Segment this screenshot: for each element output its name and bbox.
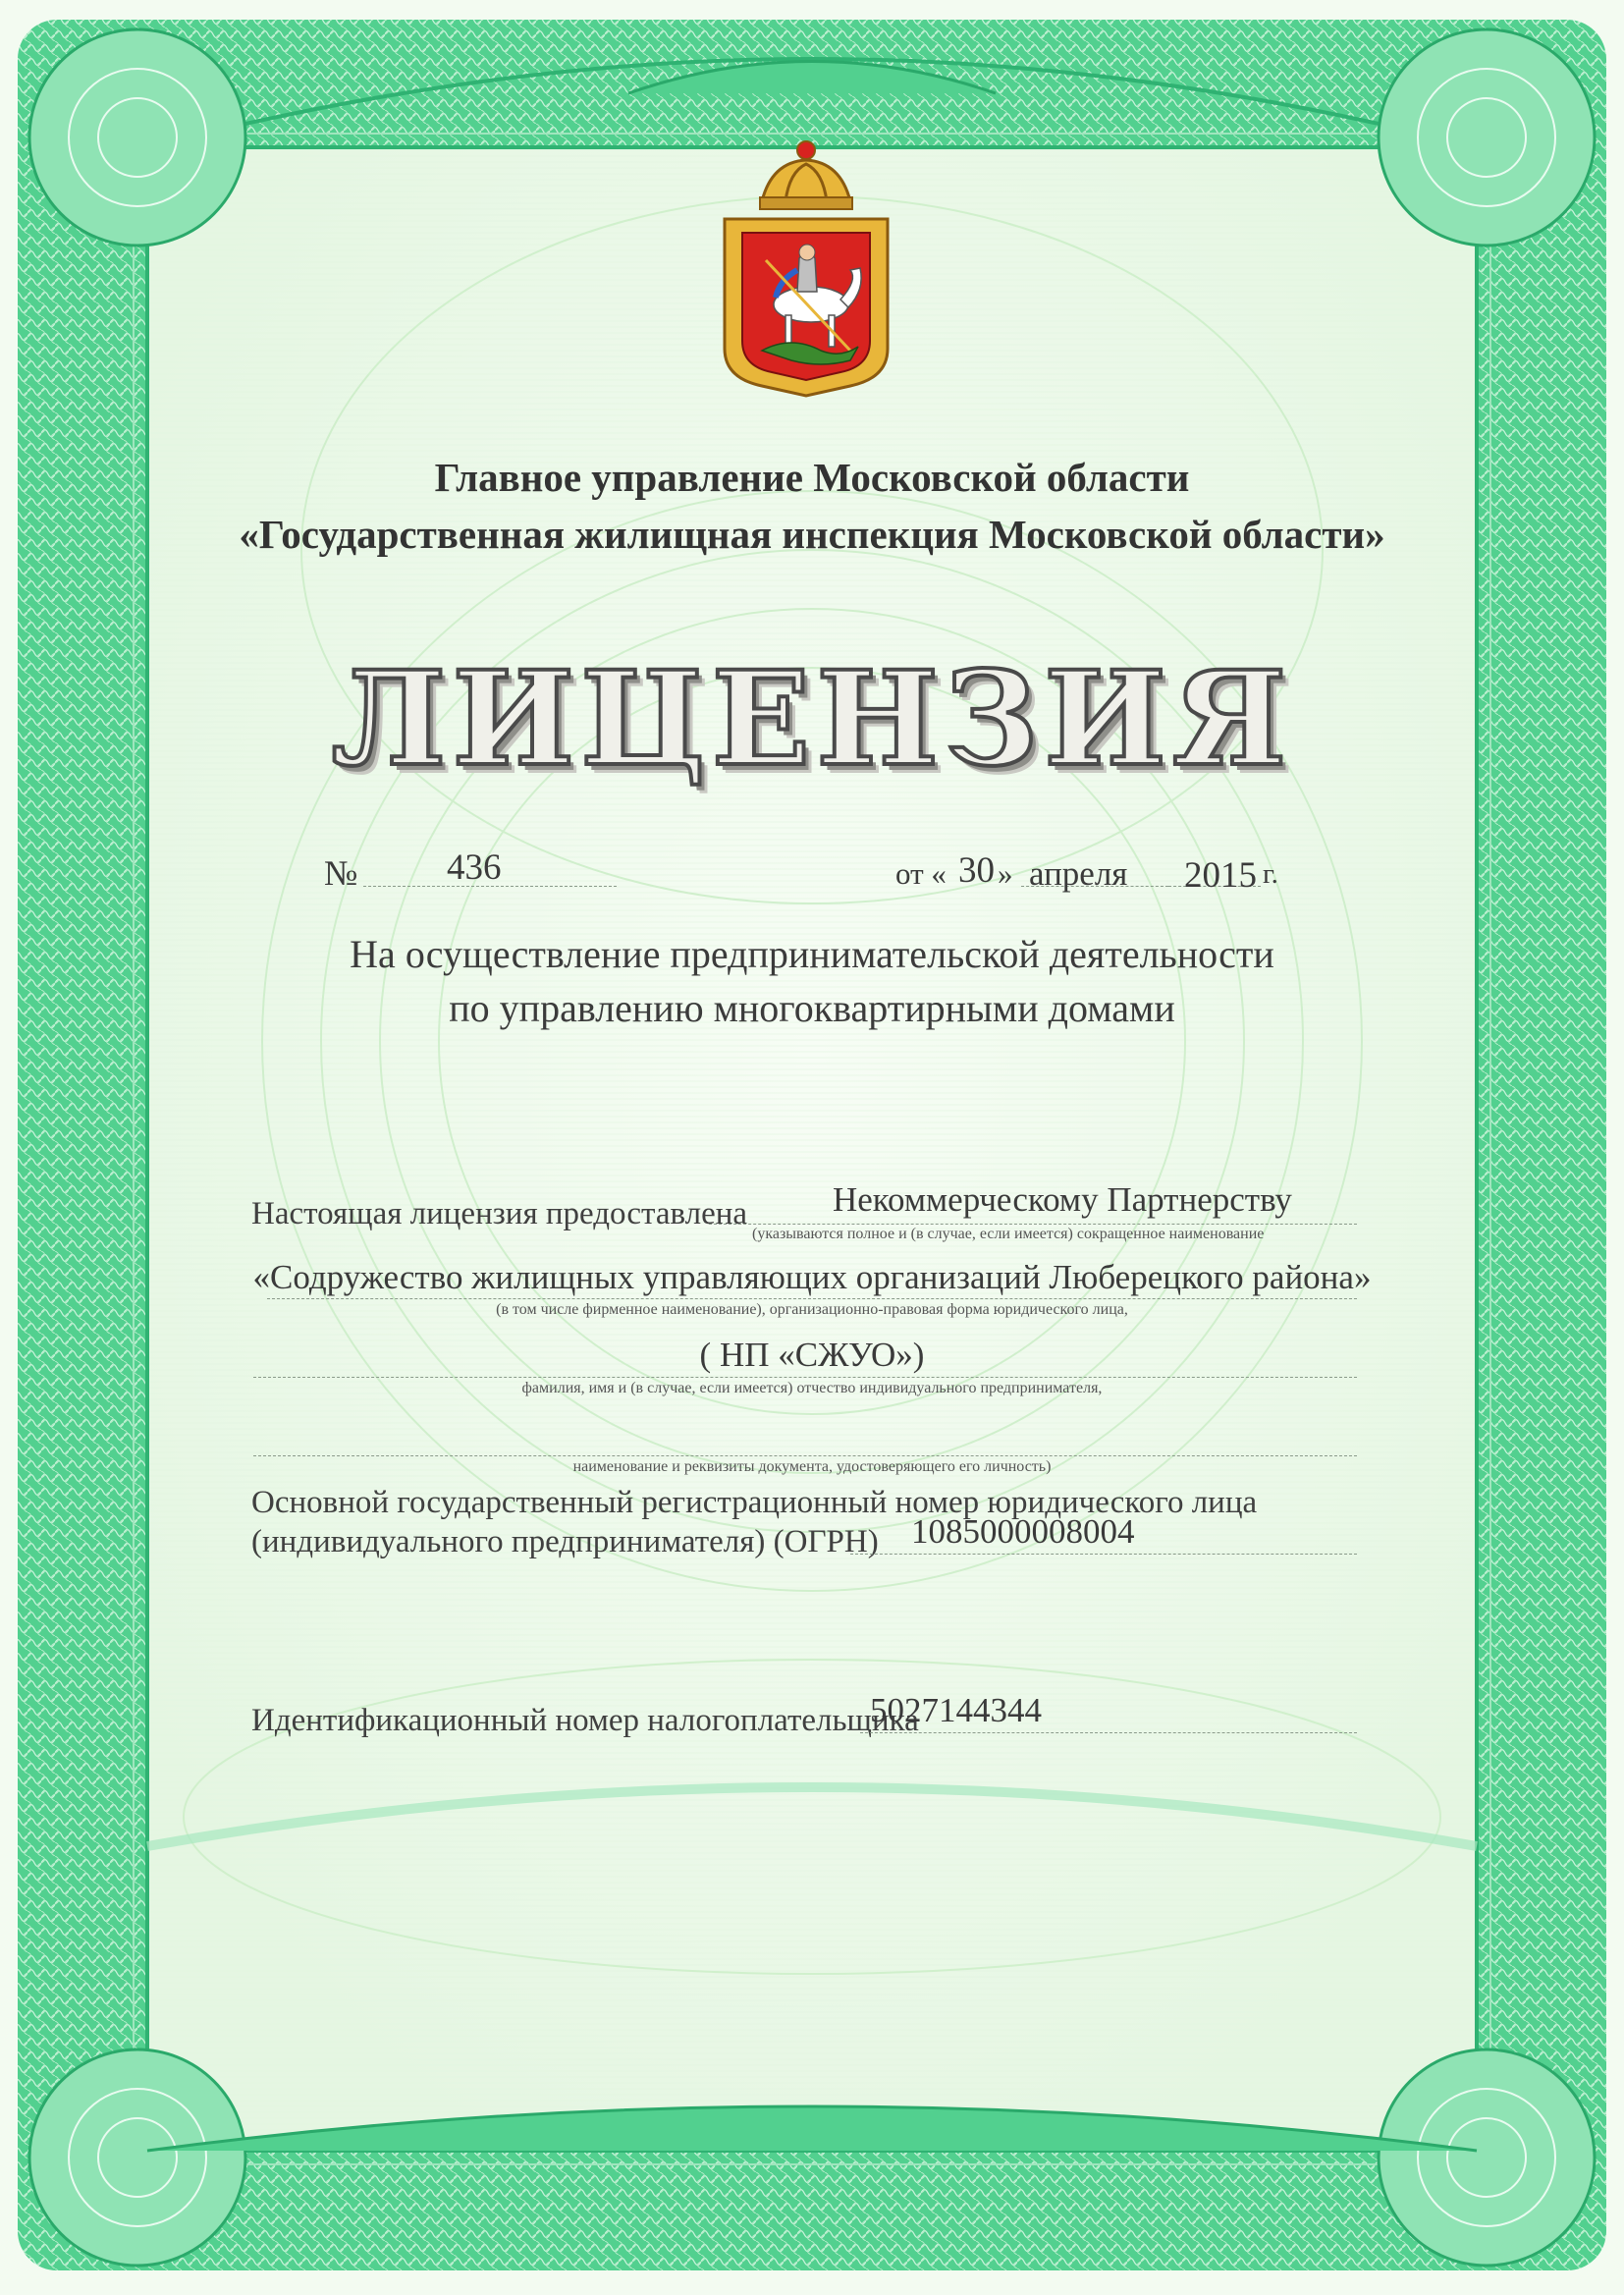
licensee-name-part-2: «Содружество жилищных управляющих организаций Люберецкого района» [252, 1258, 1372, 1296]
issuer-line-1: Главное управление Московской области [434, 455, 1190, 500]
date-day: 30 [958, 850, 995, 891]
inn-underline [860, 1732, 1357, 1733]
document-title: ЛИЦЕНЗИЯ [331, 643, 1293, 795]
licensee-underline-1 [709, 1224, 1357, 1225]
date-day-close: » [998, 856, 1013, 891]
activity-line-2: по управлению многоквартирными домами [449, 986, 1175, 1030]
license-number: 436 [447, 847, 502, 888]
crown-icon [760, 141, 852, 209]
inn-value: 5027144344 [870, 1691, 1042, 1729]
hint-identity-document: наименование и реквизиты документа, удостоверяющего его личность) [572, 1458, 1052, 1475]
ogrn-label-line-2: (индивидуального предпринимателя) (ОГРН) [251, 1524, 879, 1559]
date-month: апреля [1029, 854, 1128, 893]
number-label: № [324, 853, 358, 893]
date-year: 2015 [1184, 855, 1257, 896]
licensee-underline-3 [253, 1377, 1357, 1378]
hint-entrepreneur-name: фамилия, имя и (в случае, если имеется) отчество индивидуального предпринимателя, [521, 1380, 1103, 1396]
ogrn-value: 1085000008004 [911, 1512, 1135, 1551]
licensee-short-name: ( НП «СЖУО») [699, 1336, 925, 1374]
ogrn-label-line-1: Основной государственный регистрационный номер юридического лица [251, 1485, 1258, 1520]
licensee-name-part-1: Некоммерческому Партнерству [833, 1180, 1292, 1219]
granted-label: Настоящая лицензия предоставлена [251, 1196, 748, 1231]
inn-label: Идентификационный номер налогоплательщика [251, 1703, 919, 1738]
ogrn-underline [850, 1554, 1357, 1555]
coat-of-arms-emblem [703, 133, 909, 398]
activity-line-1: На осуществление предпринимательской деятельности [350, 932, 1274, 976]
hint-full-name: (указываются полное и (в случае, если имеется) сокращенное наименование [752, 1226, 1265, 1242]
date-prefix: от « [895, 856, 947, 891]
licensee-underline-4 [253, 1455, 1357, 1456]
licensee-underline-2 [267, 1298, 1357, 1299]
date-year-suffix: г. [1263, 858, 1278, 890]
hint-legal-form: (в том числе фирменное наименование), организационно-правовая форма юридического лица, [496, 1301, 1128, 1318]
issuer-line-2: «Государственная жилищная инспекция Московской области» [239, 512, 1385, 557]
